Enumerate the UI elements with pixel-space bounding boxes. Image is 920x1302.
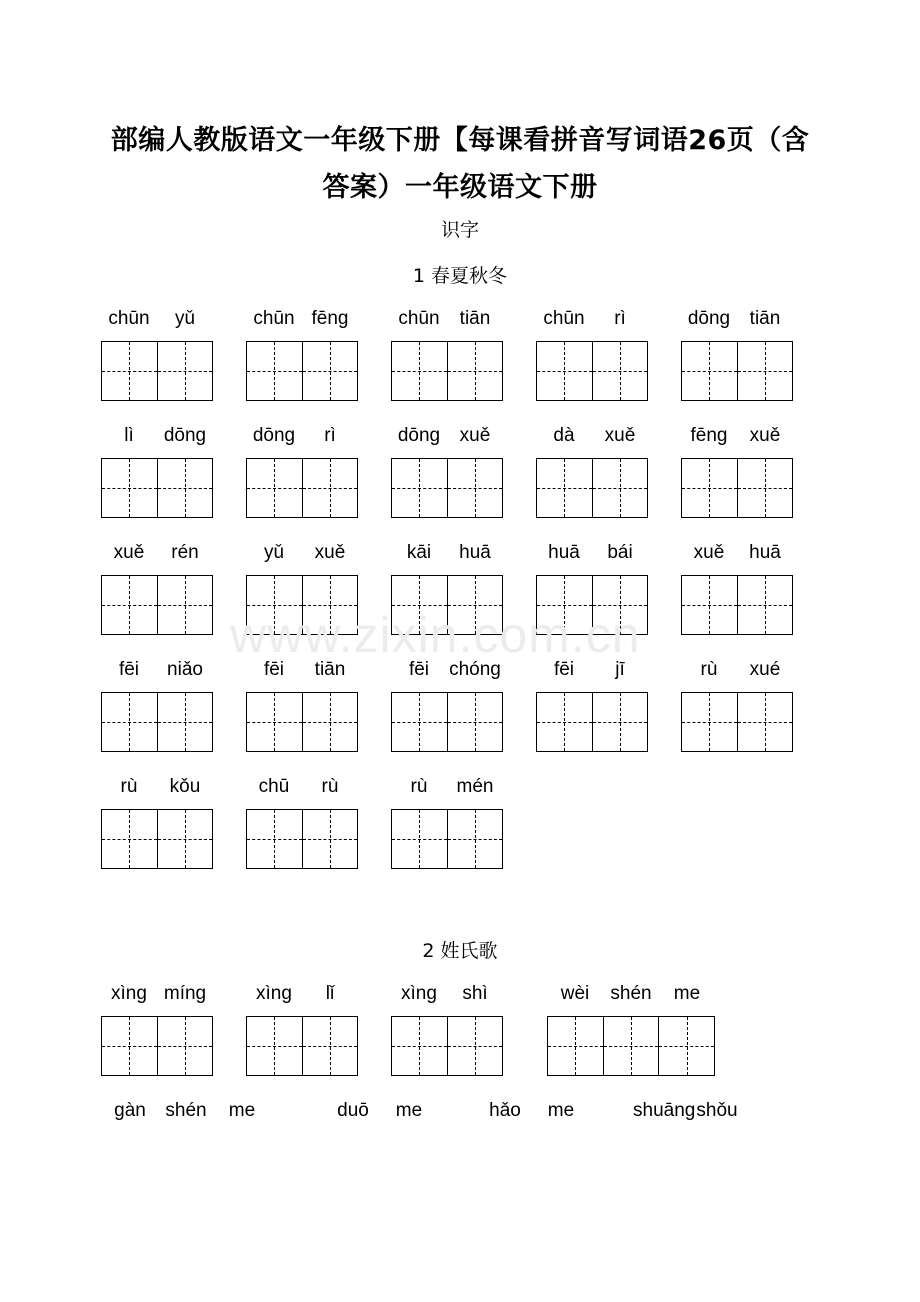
pinyin-syllable: rù (700, 659, 718, 680)
tian-zi-ge-cell[interactable] (603, 1017, 659, 1075)
writing-box[interactable] (246, 341, 358, 401)
tian-zi-ge-cell[interactable] (157, 693, 213, 751)
pinyin-syllable: chūn (543, 308, 585, 329)
writing-box[interactable] (101, 809, 213, 869)
writing-box[interactable] (391, 341, 503, 401)
tian-zi-ge-cell[interactable] (157, 459, 213, 517)
tian-zi-ge-cell[interactable] (537, 342, 592, 400)
pinyin-syllable: wèi (560, 983, 590, 1004)
tian-zi-ge-cell[interactable] (102, 1017, 157, 1075)
writing-box[interactable] (536, 458, 648, 518)
writing-box[interactable] (536, 575, 648, 635)
tian-zi-ge-cell[interactable] (447, 459, 503, 517)
pinyin-syllable: dōng (163, 425, 207, 446)
tian-zi-ge-cell[interactable] (247, 1017, 302, 1075)
tian-zi-ge-cell[interactable] (682, 342, 737, 400)
pinyin-syllable: chū (258, 776, 290, 797)
pinyin-syllable: rì (614, 308, 626, 329)
pinyin-syllable: shén (165, 1100, 207, 1121)
pinyin-syllable: xìng (401, 983, 437, 1004)
pinyin-syllable: xìng (111, 983, 147, 1004)
pinyin-syllable: me (547, 1100, 575, 1121)
tian-zi-ge-cell[interactable] (302, 342, 358, 400)
tian-zi-ge-cell[interactable] (592, 342, 648, 400)
writing-box[interactable] (246, 692, 358, 752)
section-header: 识字 (440, 219, 479, 241)
tian-zi-ge-cell[interactable] (682, 693, 737, 751)
pinyin-syllable: xuě (693, 542, 725, 563)
tian-zi-ge-cell[interactable] (737, 342, 793, 400)
writing-box[interactable] (101, 458, 213, 518)
writing-box[interactable] (536, 341, 648, 401)
document-title-line-2: 答案）一年级语文下册 (322, 172, 598, 203)
writing-box[interactable] (101, 1016, 213, 1076)
tian-zi-ge-cell[interactable] (537, 459, 592, 517)
pinyin-syllable: gàn (114, 1100, 146, 1121)
tian-zi-ge-cell[interactable] (102, 342, 157, 400)
pinyin-syllable: dōng (397, 425, 441, 446)
writing-box[interactable] (246, 575, 358, 635)
pinyin-syllable: yǔ (263, 542, 285, 563)
tian-zi-ge-cell[interactable] (157, 342, 213, 400)
pinyin-syllable: chūn (108, 308, 150, 329)
pinyin-syllable: bái (607, 542, 633, 563)
pinyin-syllable: xuě (314, 542, 346, 563)
tian-zi-ge-cell[interactable] (447, 576, 503, 634)
tian-zi-ge-cell[interactable] (737, 693, 793, 751)
pinyin-syllable: rù (120, 776, 138, 797)
writing-box[interactable] (391, 809, 503, 869)
writing-box[interactable] (391, 458, 503, 518)
writing-box[interactable] (246, 458, 358, 518)
tian-zi-ge-cell[interactable] (302, 576, 358, 634)
tian-zi-ge-cell[interactable] (537, 576, 592, 634)
writing-box[interactable] (391, 692, 503, 752)
tian-zi-ge-cell[interactable] (447, 693, 503, 751)
tian-zi-ge-cell[interactable] (392, 693, 447, 751)
pinyin-syllable: rì (324, 425, 336, 446)
pinyin-syllable: me (673, 983, 701, 1004)
tian-zi-ge-cell[interactable] (247, 693, 302, 751)
writing-box[interactable] (681, 341, 793, 401)
lesson-2-heading: 2 姓氏歌 (422, 940, 498, 962)
tian-zi-ge-cell[interactable] (447, 810, 503, 868)
tian-zi-ge-cell[interactable] (658, 1017, 714, 1075)
writing-box[interactable] (681, 458, 793, 518)
pinyin-syllable: rù (321, 776, 339, 797)
pinyin-syllable: jī (615, 659, 625, 680)
pinyin-syllable: shì (462, 983, 488, 1004)
pinyin-syllable: kāi (406, 542, 432, 563)
pinyin-syllable: rén (171, 542, 199, 563)
pinyin-syllable: dōng (252, 425, 296, 446)
tian-zi-ge-cell[interactable] (592, 576, 648, 634)
pinyin-syllable: shuāng (633, 1100, 696, 1121)
writing-box[interactable] (547, 1016, 715, 1076)
tian-zi-ge-cell[interactable] (392, 576, 447, 634)
writing-box[interactable] (681, 692, 793, 752)
tian-zi-ge-cell[interactable] (737, 576, 793, 634)
pinyin-syllable: shǒu (696, 1100, 738, 1121)
pinyin-syllable: míng (163, 983, 207, 1004)
pinyin-syllable: fēng (690, 425, 728, 446)
writing-box[interactable] (246, 809, 358, 869)
tian-zi-ge-cell[interactable] (737, 459, 793, 517)
tian-zi-ge-cell[interactable] (102, 810, 157, 868)
pinyin-syllable: fēi (118, 659, 140, 680)
pinyin-syllable: fēng (311, 308, 349, 329)
tian-zi-ge-cell[interactable] (592, 693, 648, 751)
pinyin-syllable: tiān (749, 308, 781, 329)
tian-zi-ge-cell[interactable] (157, 576, 213, 634)
pinyin-syllable: fēi (553, 659, 575, 680)
writing-box[interactable] (246, 1016, 358, 1076)
tian-zi-ge-cell[interactable] (682, 576, 737, 634)
writing-box[interactable] (536, 692, 648, 752)
tian-zi-ge-cell[interactable] (447, 1017, 503, 1075)
tian-zi-ge-cell[interactable] (157, 810, 213, 868)
pinyin-syllable: huā (749, 542, 781, 563)
pinyin-syllable: lì (124, 425, 134, 446)
tian-zi-ge-cell[interactable] (392, 342, 447, 400)
watermark: www.zixin.com.cn (230, 607, 641, 663)
tian-zi-ge-cell[interactable] (392, 1017, 447, 1075)
tian-zi-ge-cell[interactable] (302, 459, 358, 517)
pinyin-syllable: huā (459, 542, 491, 563)
pinyin-syllable: duō (337, 1100, 369, 1121)
tian-zi-ge-cell[interactable] (682, 459, 737, 517)
tian-zi-ge-cell[interactable] (392, 810, 447, 868)
pinyin-syllable: dà (553, 425, 575, 446)
pinyin-syllable: xué (749, 659, 781, 680)
tian-zi-ge-cell[interactable] (592, 459, 648, 517)
pinyin-syllable: chūn (253, 308, 295, 329)
document-title-line-1: 部编人教版语文一年级下册【每课看拼音写词语26页（含 (110, 125, 810, 156)
pinyin-syllable: mén (456, 776, 494, 797)
tian-zi-ge-cell[interactable] (247, 342, 302, 400)
pinyin-syllable: dōng (687, 308, 731, 329)
pinyin-syllable: yǔ (174, 308, 196, 329)
pinyin-syllable: fēi (263, 659, 285, 680)
tian-zi-ge-cell[interactable] (302, 693, 358, 751)
writing-box[interactable] (391, 575, 503, 635)
pinyin-syllable: shén (610, 983, 652, 1004)
tian-zi-ge-cell[interactable] (548, 1017, 603, 1075)
writing-box[interactable] (681, 575, 793, 635)
pinyin-syllable: lǐ (325, 983, 335, 1004)
tian-zi-ge-cell[interactable] (392, 459, 447, 517)
pinyin-syllable: hǎo (489, 1100, 521, 1121)
pinyin-syllable: xuě (749, 425, 781, 446)
tian-zi-ge-cell[interactable] (302, 810, 358, 868)
tian-zi-ge-cell[interactable] (247, 459, 302, 517)
tian-zi-ge-cell[interactable] (537, 693, 592, 751)
pinyin-syllable: kǒu (169, 776, 201, 797)
pinyin-syllable: tiān (314, 659, 346, 680)
lesson-1-heading: 1 春夏秋冬 (412, 265, 508, 287)
tian-zi-ge-cell[interactable] (447, 342, 503, 400)
pinyin-syllable: xìng (256, 983, 292, 1004)
writing-box[interactable] (101, 575, 213, 635)
tian-zi-ge-cell[interactable] (247, 576, 302, 634)
tian-zi-ge-cell[interactable] (102, 459, 157, 517)
pinyin-syllable: xuě (459, 425, 491, 446)
pinyin-syllable: me (228, 1100, 256, 1121)
writing-box[interactable] (101, 341, 213, 401)
tian-zi-ge-cell[interactable] (102, 576, 157, 634)
writing-box[interactable] (391, 1016, 503, 1076)
pinyin-syllable: huā (548, 542, 580, 563)
pinyin-syllable: chóng (449, 659, 501, 680)
pinyin-syllable: xuě (113, 542, 145, 563)
pinyin-syllable: tiān (459, 308, 491, 329)
writing-box[interactable] (101, 692, 213, 752)
tian-zi-ge-cell[interactable] (102, 693, 157, 751)
pinyin-syllable: fēi (408, 659, 430, 680)
pinyin-syllable: xuě (604, 425, 636, 446)
tian-zi-ge-cell[interactable] (247, 810, 302, 868)
tian-zi-ge-cell[interactable] (157, 1017, 213, 1075)
pinyin-syllable: me (395, 1100, 423, 1121)
pinyin-syllable: chūn (398, 308, 440, 329)
pinyin-syllable: rù (410, 776, 428, 797)
tian-zi-ge-cell[interactable] (302, 1017, 358, 1075)
pinyin-syllable: niǎo (167, 659, 203, 680)
